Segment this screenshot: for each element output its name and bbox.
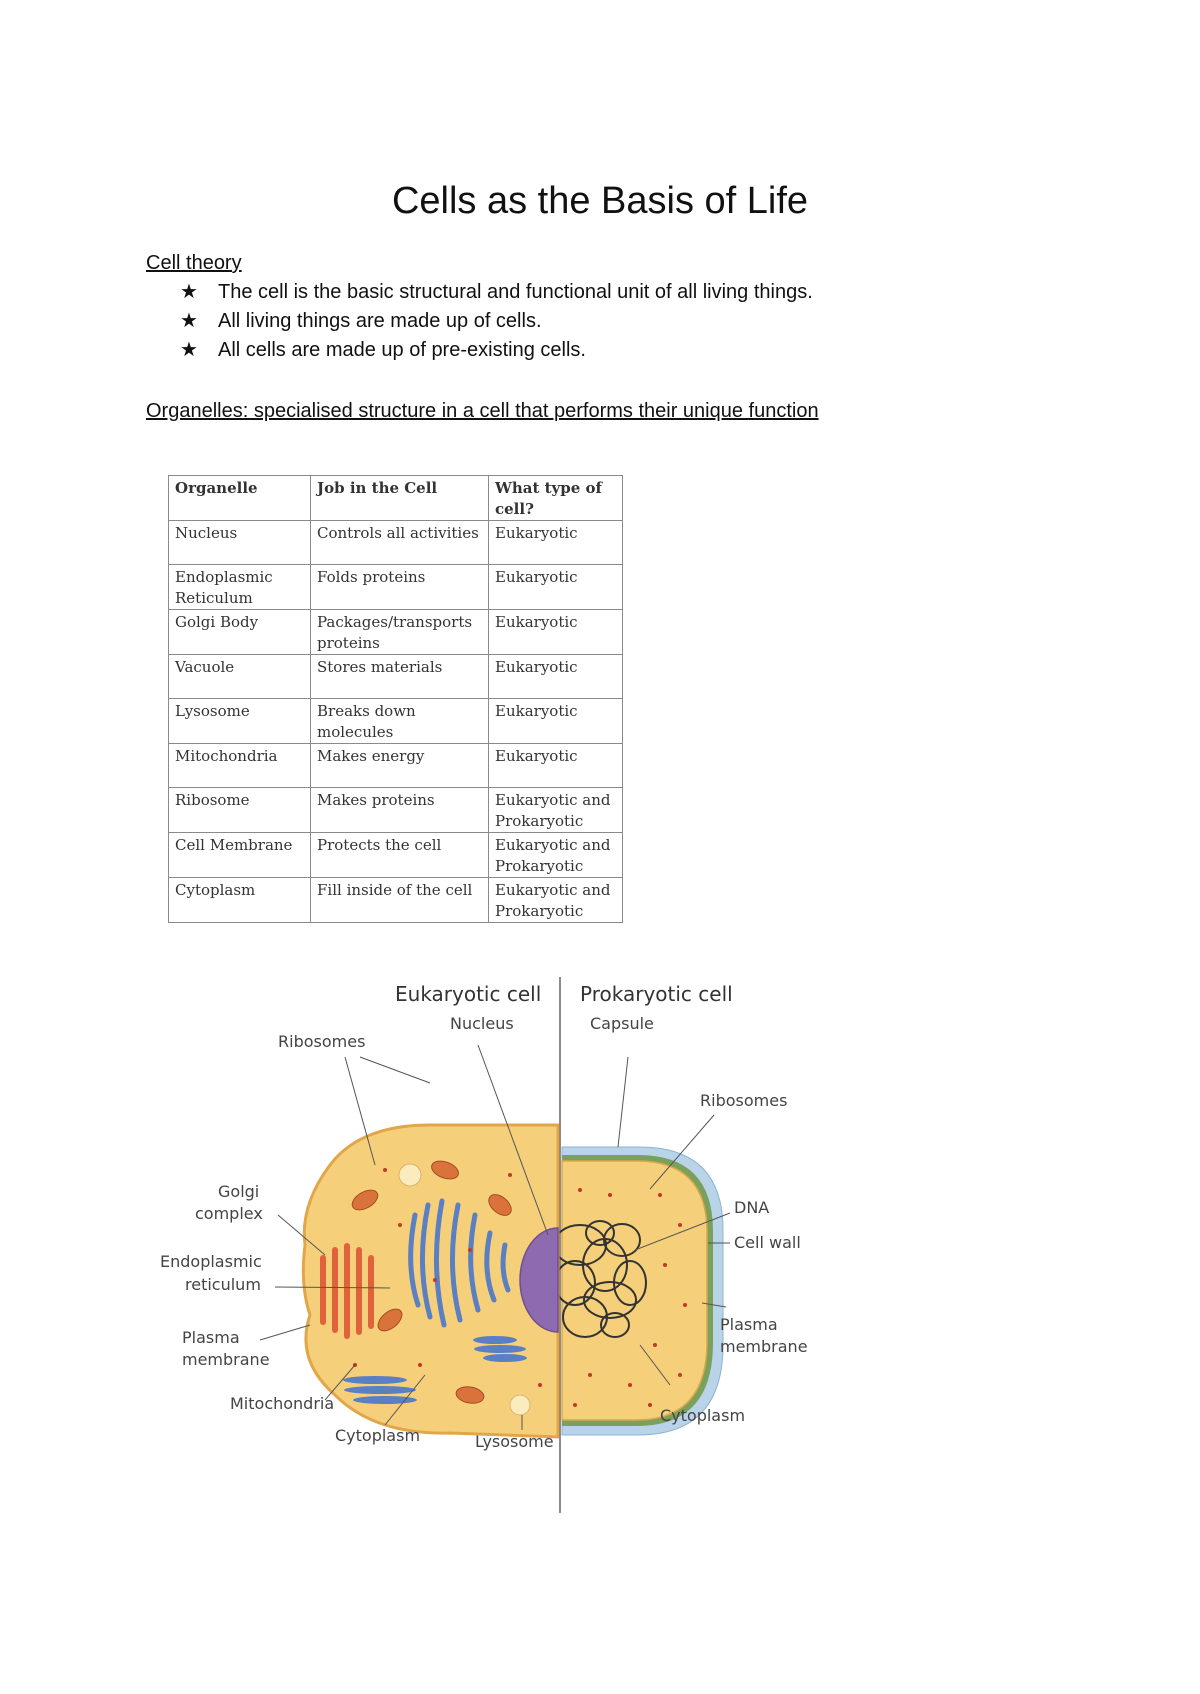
prokaryotic-cell: [554, 1147, 723, 1435]
table-row: [169, 610, 623, 655]
table-row: [169, 744, 623, 788]
label-plasma-membrane-prokaryotic: membrane: [720, 1337, 808, 1356]
label-capsule: Capsule: [590, 1014, 654, 1033]
label-plasma-prokaryotic: Plasma: [720, 1315, 778, 1334]
label-ribosomes-prokaryotic: Ribosomes: [700, 1091, 788, 1110]
table-cell: Ribosome: [169, 788, 311, 833]
label-ribosomes: Ribosomes: [278, 1032, 366, 1051]
table-cell: Golgi Body: [169, 610, 311, 655]
table-row: [169, 565, 623, 610]
label-plasma: Plasma: [182, 1328, 240, 1347]
column-header: Job in the Cell: [311, 476, 489, 521]
list-item: ★ All cells are made up of pre-existing cells.: [180, 336, 813, 365]
label-mitochondria: Mitochondria: [230, 1394, 335, 1413]
table-cell: Eukaryotic: [489, 610, 623, 655]
table-cell: Eukaryotic and Prokaryotic: [489, 788, 623, 833]
label-endoplasmic: Endoplasmic: [160, 1252, 262, 1271]
label-lysosome: Lysosome: [475, 1432, 554, 1451]
table-cell: Cytoplasm: [169, 878, 311, 923]
table-cell: Breaks down molecules: [311, 699, 489, 744]
list-item: ★ The cell is the basic structural and functional unit of all living things.: [180, 278, 813, 307]
table-cell: Vacuole: [169, 655, 311, 699]
table-row: [169, 699, 623, 744]
list-item: ★ All living things are made up of cells.: [180, 307, 813, 336]
table-row: [169, 655, 623, 699]
table-cell: Fill inside of the cell: [311, 878, 489, 923]
table-row: [169, 788, 623, 833]
label-plasma-membrane: membrane: [182, 1350, 270, 1369]
label-cytoplasm-prokaryotic: Cytoplasm: [660, 1406, 746, 1425]
table-cell: Nucleus: [169, 521, 311, 565]
column-header: Organelle: [169, 476, 311, 521]
star-icon: ★: [180, 310, 198, 332]
cell-theory-list: [180, 278, 813, 365]
label-cell-wall: Cell wall: [734, 1233, 801, 1252]
prokaryotic-cytoplasm: [562, 1161, 707, 1420]
prokaryotic-title: Prokaryotic cell: [580, 982, 733, 1006]
table-cell: Stores materials: [311, 655, 489, 699]
table-cell: Mitochondria: [169, 744, 311, 788]
organelle-table: [168, 475, 623, 923]
eukaryotic-cell: [303, 1125, 558, 1437]
table-cell: Packages/transports proteins: [311, 610, 489, 655]
table-cell: Eukaryotic and Prokaryotic: [489, 833, 623, 878]
label-reticulum: reticulum: [185, 1275, 261, 1294]
table-cell: Eukaryotic and Prokaryotic: [489, 878, 623, 923]
column-header: What type of cell?: [489, 476, 623, 521]
table-cell: Controls all activities: [311, 521, 489, 565]
table-row: [169, 878, 623, 923]
table-cell: Eukaryotic: [489, 655, 623, 699]
table-cell: Folds proteins: [311, 565, 489, 610]
table-row: [169, 521, 623, 565]
organelles-heading: Organelles: specialised structure in a cell that performs their unique function: [146, 400, 819, 422]
table-cell: Makes energy: [311, 744, 489, 788]
eukaryotic-title: Eukaryotic cell: [395, 982, 542, 1006]
star-icon: ★: [180, 339, 198, 361]
label-dna: DNA: [734, 1198, 770, 1217]
label-golgi: Golgi: [218, 1182, 260, 1201]
table-cell: Cell Membrane: [169, 833, 311, 878]
cell-theory-heading: Cell theory: [146, 252, 242, 274]
table-cell: Eukaryotic: [489, 565, 623, 610]
table-cell: Protects the cell: [311, 833, 489, 878]
label-cytoplasm: Cytoplasm: [335, 1426, 421, 1445]
table-cell: Makes proteins: [311, 788, 489, 833]
table-cell: Endoplasmic Reticulum: [169, 565, 311, 610]
label-golgi-complex: complex: [195, 1204, 263, 1223]
table-cell: Eukaryotic: [489, 744, 623, 788]
label-nucleus: Nucleus: [450, 1014, 514, 1033]
table-header-row: [169, 476, 623, 521]
table-cell: Eukaryotic: [489, 699, 623, 744]
star-icon: ★: [180, 281, 198, 303]
table-cell: Eukaryotic: [489, 521, 623, 565]
table-row: [169, 833, 623, 878]
page-title: Cells as the Basis of Life: [391, 180, 809, 222]
cell-diagram: [160, 965, 860, 1525]
table-cell: Lysosome: [169, 699, 311, 744]
